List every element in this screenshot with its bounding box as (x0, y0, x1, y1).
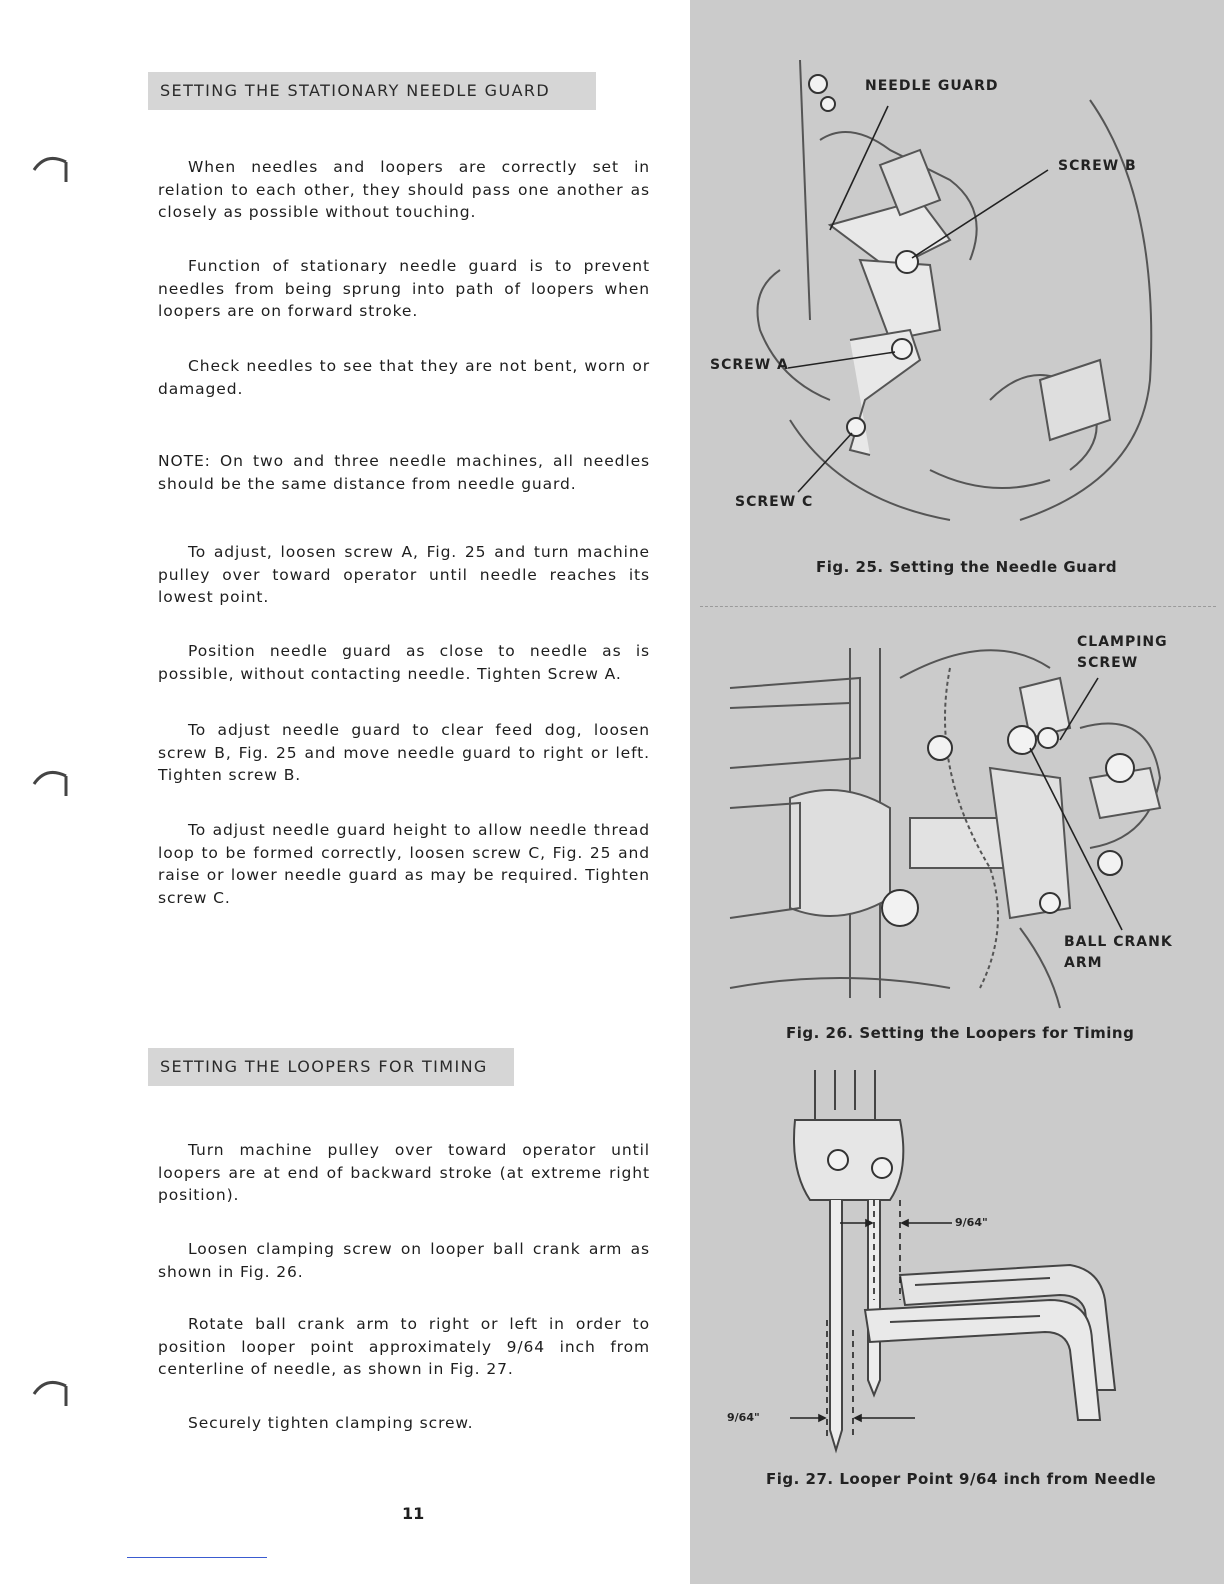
paragraph: To adjust needle guard to clear feed dog, loosen screw B, Fig. 25 and move needle guard to right or left. Tighten screw B. (158, 721, 650, 784)
paragraph: Rotate ball crank arm to right or left in order to position looper point approximately 9/64 inch from centerline of needle, as shown in Fig. 27. (158, 1315, 650, 1378)
paragraph: Function of stationary needle guard is to prevent needles from being sprung into path of loopers when loopers are on forward stroke. (158, 257, 650, 320)
paragraph: Loosen clamping screw on looper ball crank arm as shown in Fig. 26. (158, 1240, 650, 1281)
paragraph: To adjust, loosen screw A, Fig. 25 and turn machine pulley over toward operator until needle reaches its lowest point. (158, 543, 650, 606)
fig27-caption: Fig. 27. Looper Point 9/64 inch from Needle (766, 1470, 1157, 1488)
figure-divider (700, 606, 1216, 607)
binder-hole-mark (30, 1372, 70, 1406)
dimension-bottom: 9/64" (727, 1411, 760, 1424)
paragraph: Check needles to see that they are not bent, worn or damaged. (158, 357, 650, 398)
label-clamping-screw (1077, 632, 1168, 674)
label-ball-crank-arm-line2: ARM (1064, 955, 1103, 971)
page-number: 11 (402, 1504, 425, 1523)
label-screw-b: SCREW B (1058, 158, 1137, 174)
screw-c-head (847, 418, 865, 436)
paragraph: To adjust needle guard height to allow needle thread loop to be formed correctly, loosen screw C, Fig. 25 and raise or lower needle guard as may be required. Tighten screw C. (158, 821, 650, 907)
label-screw-c: SCREW C (735, 494, 814, 510)
screw-a-head (892, 339, 912, 359)
fig25-caption: Fig. 25. Setting the Needle Guard (816, 558, 1118, 576)
label-screw-a: SCREW A (710, 357, 789, 373)
label-needle-guard: NEEDLE GUARD (865, 78, 999, 94)
dimension-top: 9/64" (955, 1216, 988, 1229)
fig27-illustration (690, 1060, 1224, 1460)
footer-rule (127, 1557, 267, 1558)
section-heading-needle-guard: SETTING THE STATIONARY NEEDLE GUARD (148, 72, 596, 110)
label-ball-crank-arm (1064, 932, 1173, 974)
paragraph: Securely tighten clamping screw. (188, 1414, 474, 1432)
label-clamping-screw-line2: SCREW (1077, 655, 1139, 671)
paragraph: Turn machine pulley over toward operator until loopers are at end of backward stroke (at extreme right position). (158, 1141, 650, 1204)
paragraph: Position needle guard as close to needle as is possible, without contacting needle. Tighten Screw A. (158, 642, 650, 683)
binder-hole-mark (30, 762, 70, 796)
paragraph: When needles and loopers are correctly set in relation to each other, they should pass one another as closely as possible without touching. (158, 158, 650, 221)
binder-hole-mark (30, 148, 70, 182)
note-paragraph: NOTE: On two and three needle machines, all needles should be the same distance from needle guard. (158, 452, 650, 493)
fig26-caption: Fig. 26. Setting the Loopers for Timing (786, 1024, 1135, 1042)
label-clamping-screw-line1: CLAMPING (1077, 634, 1168, 650)
screw-b-head (896, 251, 918, 273)
label-ball-crank-arm-line1: BALL CRANK (1064, 934, 1173, 950)
section-heading-loopers-timing: SETTING THE LOOPERS FOR TIMING (148, 1048, 514, 1086)
